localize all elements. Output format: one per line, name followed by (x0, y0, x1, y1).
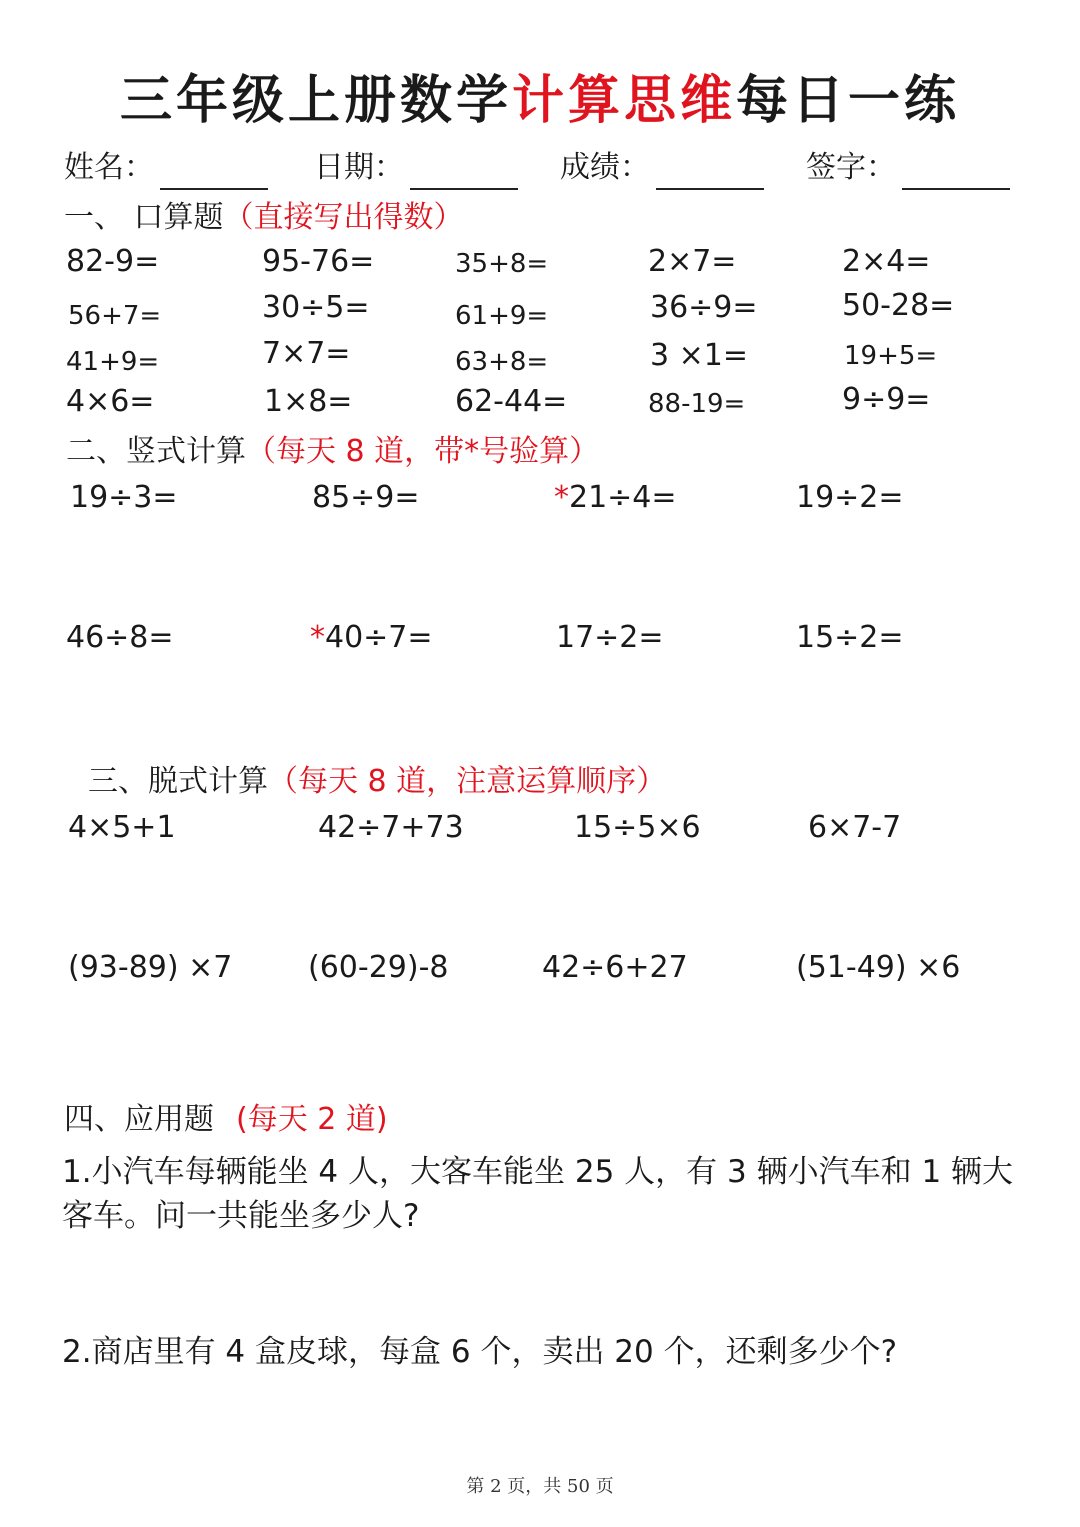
sign-field[interactable] (806, 146, 1010, 190)
word-problem-1: 1.小汽车每辆能坐 4 人，大客车能坐 25 人，有 3 辆小汽车和 1 辆大客车。问一共能坐多少人? (62, 1154, 1014, 1234)
word-problem-2: 2.商店里有 4 盒皮球，每盒 6 个，卖出 20 个，还剩多少个? (62, 1334, 898, 1370)
vertical-calc-item: 85÷9= (312, 480, 420, 515)
stepwise-calc-item: 4×5+1 (68, 810, 176, 845)
oral-calc-item: 56+7= (68, 301, 162, 331)
vertical-calc-item: 17÷2= (556, 620, 664, 655)
oral-calc-item: 88-19= (648, 389, 746, 419)
oral-calc-item: 4×6= (66, 384, 155, 419)
oral-calc-item: 7×7= (262, 336, 351, 371)
score-label: 成绩： (560, 150, 650, 185)
check-star-icon: * (554, 480, 569, 515)
title-part-3: 每日一练 (736, 70, 961, 131)
oral-calc-item: 41+9= (66, 347, 160, 377)
vertical-calc-item-checked (310, 618, 433, 658)
page-number: 第 2 页，共 50 页 (466, 1476, 614, 1497)
name-field[interactable] (64, 146, 268, 190)
info-row (64, 146, 1024, 194)
vertical-calc-text: 21÷4= (569, 480, 677, 515)
oral-calc-item: 35+8= (455, 249, 549, 279)
oral-calc-item: 95-76= (262, 244, 375, 279)
oral-calc-item: 61+9= (455, 301, 549, 331)
oral-calc-item: 3 ×1= (650, 338, 748, 373)
vertical-calc-text: 40÷7= (325, 620, 433, 655)
score-blank[interactable] (656, 152, 764, 190)
stepwise-calc-item: 42÷7+73 (318, 810, 464, 845)
section2-note: （每天 8 道，带*号验算） (246, 434, 600, 469)
oral-calc-item: 9÷9= (842, 382, 931, 417)
oral-calc-item: 2×4= (842, 244, 931, 279)
oral-calc-item: 19+5= (844, 341, 938, 371)
stepwise-calc-item: 42÷6+27 (542, 950, 688, 985)
name-label: 姓名： (64, 150, 154, 185)
date-blank[interactable] (410, 152, 518, 190)
section4-note: (每天 2 道) (236, 1102, 388, 1137)
section1-heading (64, 196, 464, 240)
stepwise-calc-item: (60-29)-8 (308, 950, 449, 985)
sign-blank[interactable] (902, 152, 1010, 190)
section4-heading (64, 1098, 388, 1142)
section1-title: 一、 口算题 (64, 200, 224, 235)
section4-title: 四、应用题 (64, 1102, 214, 1137)
score-field[interactable] (560, 146, 764, 190)
oral-calc-item: 82-9= (66, 244, 160, 279)
section2-title: 二、竖式计算 (66, 434, 246, 469)
sign-label: 签字： (806, 150, 896, 185)
title-part-1: 三年级上册数学 (119, 70, 512, 131)
stepwise-calc-item: (93-89) ×7 (68, 950, 233, 985)
vertical-calc-item: 19÷3= (70, 480, 178, 515)
section3-note: （每天 8 道，注意运算顺序） (268, 764, 667, 799)
section2-heading (66, 430, 599, 474)
oral-calc-item: 62-44= (455, 384, 568, 419)
date-label: 日期： (314, 150, 404, 185)
name-blank[interactable] (160, 152, 268, 190)
section1-note: （直接写出得数） (223, 200, 464, 235)
stepwise-calc-item: 15÷5×6 (574, 810, 701, 845)
check-star-icon: * (310, 620, 325, 655)
date-field[interactable] (314, 146, 518, 190)
page-title (0, 68, 1080, 134)
oral-calc-item: 63+8= (455, 347, 549, 377)
oral-calc-item: 2×7= (648, 244, 737, 279)
stepwise-calc-item: 6×7-7 (808, 810, 902, 845)
title-part-2: 计算思维 (511, 70, 736, 131)
vertical-calc-item-checked (554, 478, 677, 518)
vertical-calc-item: 46÷8= (66, 620, 174, 655)
oral-calc-item: 50-28= (842, 288, 955, 323)
section3-heading (88, 760, 666, 804)
oral-calc-item: 30÷5= (262, 290, 370, 325)
oral-calc-item: 1×8= (264, 384, 353, 419)
vertical-calc-item: 15÷2= (796, 620, 904, 655)
stepwise-calc-item: (51-49) ×6 (796, 950, 961, 985)
section3-title: 三、脱式计算 (88, 764, 268, 799)
oral-calc-item: 36÷9= (650, 290, 758, 325)
vertical-calc-item: 19÷2= (796, 480, 904, 515)
